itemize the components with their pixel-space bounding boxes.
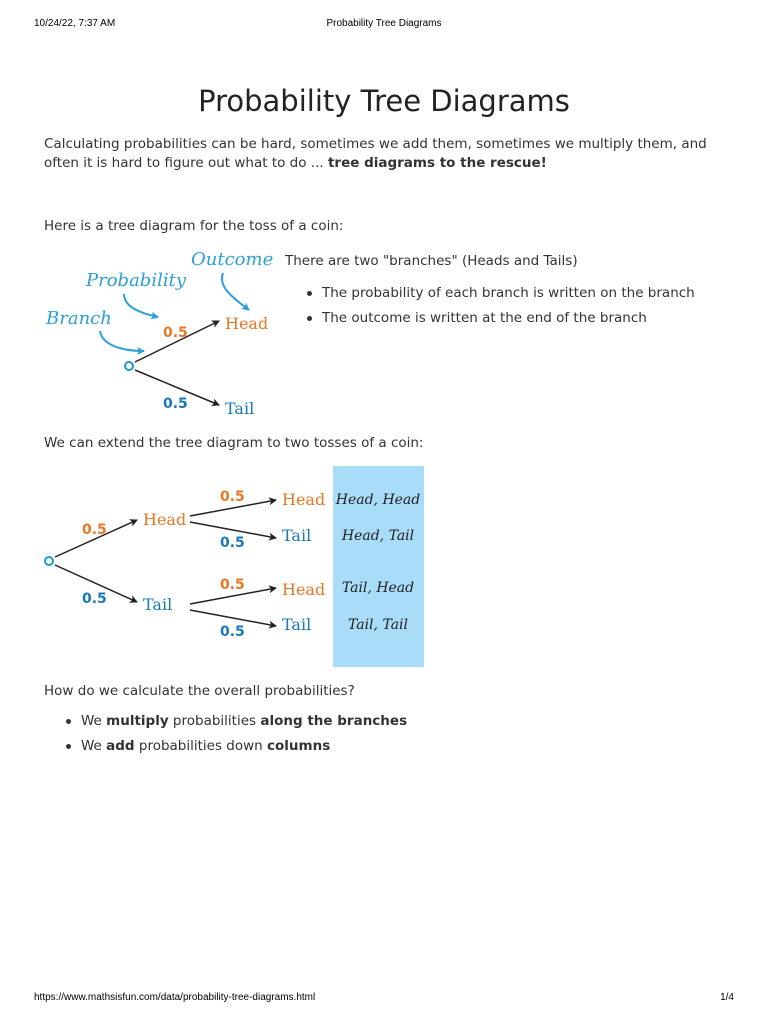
first-outcome-head: Head — [143, 510, 187, 529]
tree-root-node — [45, 557, 53, 565]
callout-branch-arrow — [100, 331, 144, 351]
second-outcome: Tail — [282, 526, 312, 545]
rule-text: We — [81, 713, 107, 729]
tree-root-node — [125, 362, 133, 370]
second-outcome: Tail — [282, 615, 312, 634]
intro-paragraph — [44, 135, 734, 173]
print-url: https://www.mathsisfun.com/data/probability-tree-diagrams.html — [34, 992, 316, 1003]
rule-text: probabilities down — [134, 737, 268, 754]
rules-list — [64, 709, 407, 758]
rule-bold: along the branches — [260, 713, 408, 729]
callout-branch: Branch — [46, 308, 112, 329]
second-prob: 0.5 — [220, 489, 245, 505]
extend-text: We can extend the tree diagram to two tosses of a coin: — [44, 435, 424, 451]
list-item — [64, 709, 407, 734]
callout-outcome-arrow — [222, 273, 249, 310]
intro-text: Calculating probabilities can be hard, sometimes we add them, sometimes we multiply them, and often it is hard to figure out what to do ... — [44, 136, 707, 171]
result-label: Tail, Tail — [347, 617, 409, 633]
second-outcome: Head — [282, 490, 326, 509]
rule-bold: columns — [267, 737, 331, 754]
second-prob: 0.5 — [220, 577, 245, 593]
print-page-title: Probability Tree Diagrams — [326, 18, 442, 29]
branch-tail-prob: 0.5 — [163, 396, 188, 412]
two-toss-tree-diagram — [40, 462, 430, 672]
rule-text: probabilities — [168, 713, 261, 729]
outcome-tail: Tail — [225, 399, 255, 418]
outcome-head: Head — [225, 314, 269, 333]
rule-text: We — [81, 737, 107, 754]
page-title: Probability Tree Diagrams — [198, 84, 570, 118]
rule-bold: multiply — [106, 713, 169, 729]
list-item: The probability of each branch is written on the branch — [305, 281, 695, 306]
first-outcome-tail: Tail — [143, 595, 173, 614]
print-datetime: 10/24/22, 7:37 AM — [34, 18, 116, 29]
result-label: Head, Head — [335, 492, 421, 508]
print-page-number: 1/4 — [720, 992, 734, 1003]
rule-bold: add — [106, 737, 135, 754]
first-head-prob: 0.5 — [82, 522, 107, 538]
result-label: Head, Tail — [341, 528, 415, 544]
question-text: How do we calculate the overall probabilities? — [44, 683, 355, 699]
single-toss-tree-diagram — [40, 245, 285, 425]
second-outcome: Head — [282, 580, 326, 599]
coin-intro-text: Here is a tree diagram for the toss of a coin: — [44, 218, 344, 234]
intro-bold: tree diagrams to the rescue! — [327, 155, 547, 171]
first-tail-prob: 0.5 — [82, 591, 107, 607]
second-prob: 0.5 — [220, 535, 245, 551]
callout-probability: Probability — [86, 270, 187, 291]
second-prob: 0.5 — [220, 624, 245, 640]
list-item: The outcome is written at the end of the branch — [305, 306, 695, 331]
branches-text: There are two "branches" (Heads and Tails) — [285, 253, 578, 269]
branch-bullet-list — [305, 281, 695, 330]
branch-head-prob: 0.5 — [163, 325, 188, 341]
list-item — [64, 734, 407, 759]
callout-probability-arrow — [124, 294, 158, 317]
callout-outcome: Outcome — [191, 249, 274, 270]
result-label: Tail, Head — [341, 580, 415, 596]
